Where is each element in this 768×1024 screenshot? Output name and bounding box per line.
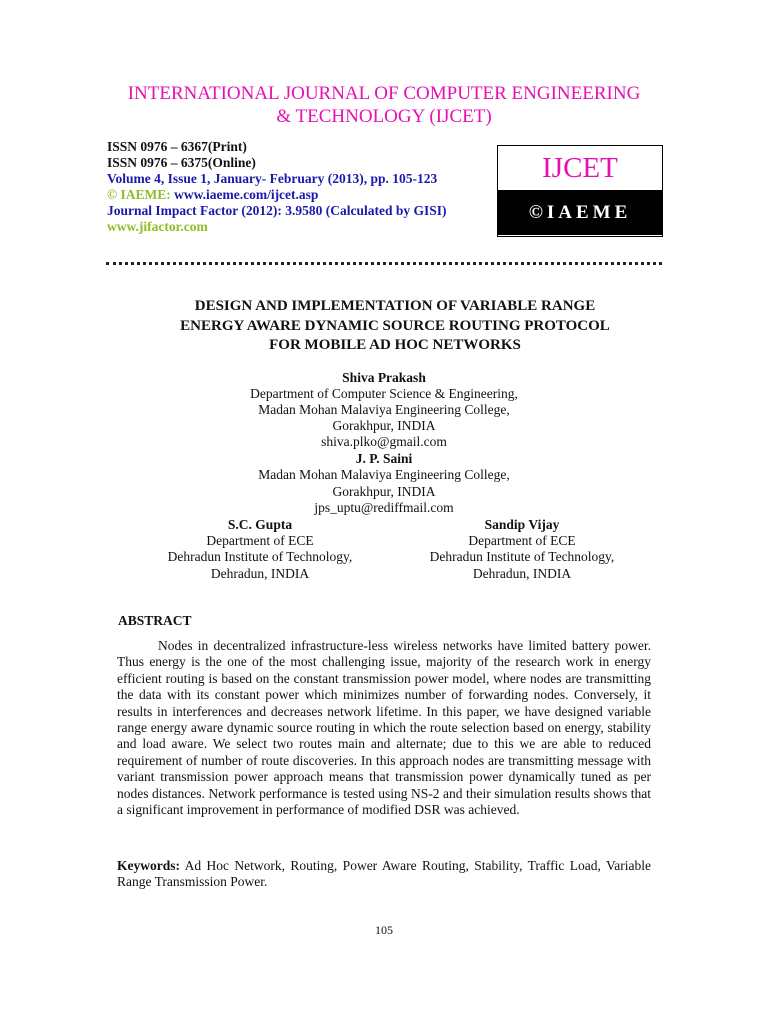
author1-email: shiva.plko@gmail.com [321,434,447,449]
logo-name: IJCET [542,152,618,184]
keywords-paragraph [117,858,651,891]
author-name-3: S.C. Gupta [227,517,293,532]
logo-publisher: ©IAEME [498,190,662,235]
paper-title-line1: DESIGN AND IMPLEMENTATION OF VARIABLE RANGE [194,298,596,314]
keywords-label: Keywords: [117,858,180,873]
author2-email: jps_uptu@rediffmail.com [314,500,454,515]
author-name-2: J. P. Saini [355,451,413,466]
author4-affiliation-2: Dehradun Institute of Technology, [429,549,615,564]
keywords-text: Ad Hoc Network, Routing, Power Aware Routing, Stability, Traffic Load, Variable Range Transmission Power. [117,858,651,890]
author2-affiliation-1: Madan Mohan Malaviya Engineering College, [258,467,510,482]
journal-title-line2: & TECHNOLOGY (IJCET) [276,106,492,127]
author4-affiliation-3: Dehradun, INDIA [472,566,572,581]
impact-factor: Journal Impact Factor (2012): 3.9580 (Calculated by GISI) [107,203,447,218]
paper-title-line3: FOR MOBILE AD HOC NETWORKS [269,337,521,353]
author2-affiliation-2: Gorakhpur, INDIA [332,484,436,499]
ijcet-logo [497,145,663,237]
author3-affiliation-3: Dehradun, INDIA [210,566,310,581]
author3-affiliation-2: Dehradun Institute of Technology, [167,549,353,564]
dotted-divider [106,262,662,265]
author1-affiliation-2: Madan Mohan Malaviya Engineering College, [258,402,510,417]
page-number: 105 [375,923,393,937]
author3-affiliation-1: Department of ECE [206,533,314,548]
paper-title-line2: ENERGY AWARE DYNAMIC SOURCE ROUTING PROTOCOL [180,318,610,334]
author1-affiliation-3: Gorakhpur, INDIA [332,418,436,433]
volume-info: Volume 4, Issue 1, January- February (2013), pp. 105-123 [107,171,438,186]
abstract-body: Nodes in decentralized infrastructure-less wireless networks have limited battery power. Thus energy is the one of the most challenging issue, majority of the research work in energy efficient routing is based on the constant transmission power model, where nodes are transmitting the data with its constant power which minimizes number of forwarding nodes. Conversely, it results in interferences and decreases network lifetime. In this paper, we have designed variable range energy aware dynamic source routing in which the route selection based on energy, stability and load aware. We select two routes main and alternate; due to this we are able to reduced requirement of number of route discoveries. In this approach nodes are transmitting message with variant transmission power approach means that transmission power dynamically tuned as per nodes distances. Network performance is tested using NS-2 and their simulation results shows that a significant improvement in performance of modified DSR was achieved. [117,638,651,818]
journal-title-line1: INTERNATIONAL JOURNAL OF COMPUTER ENGINEERING [127,83,641,104]
issn-online: ISSN 0976 – 6375(Online) [107,155,256,170]
publisher-url-link[interactable]: www.iaeme.com/ijcet.asp [174,187,319,202]
author1-affiliation-1: Department of Computer Science & Engineering, [250,386,518,401]
author-name-4: Sandip Vijay [484,517,560,532]
publisher-prefix: © IAEME: [107,187,175,202]
author-name-1: Shiva Prakash [342,370,426,385]
author4-affiliation-1: Department of ECE [468,533,576,548]
abstract-heading: ABSTRACT [118,613,192,628]
publisher-line [107,187,318,203]
issn-print: ISSN 0976 – 6367(Print) [107,139,247,154]
jifactor-link[interactable]: www.jifactor.com [107,219,208,234]
